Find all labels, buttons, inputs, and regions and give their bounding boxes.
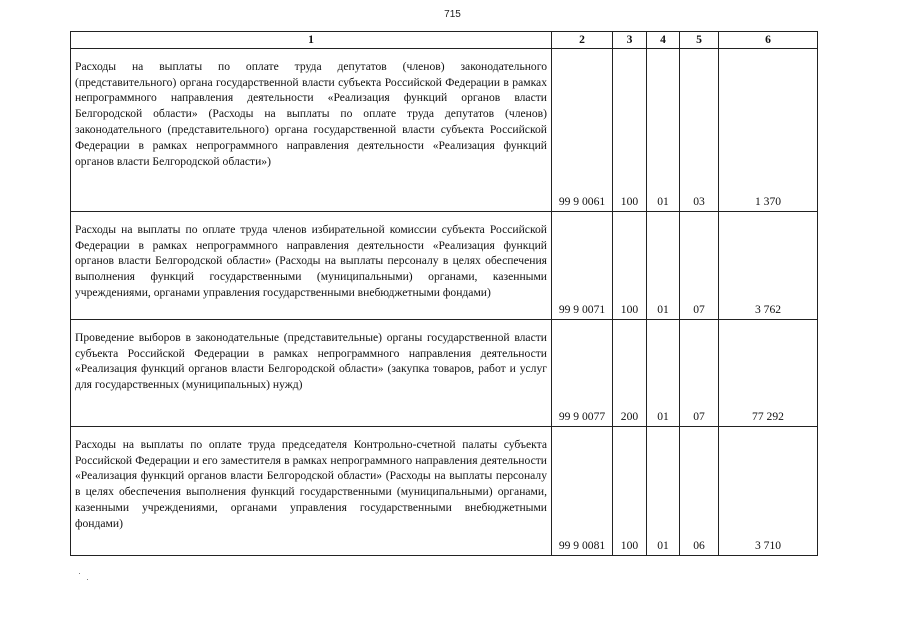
row-target-code: 99 9 0061 [552, 48, 613, 211]
row-amount: 3 762 [719, 211, 818, 319]
table-row [71, 211, 818, 319]
row-expense-type: 100 [613, 48, 647, 211]
table-row [71, 319, 818, 426]
row-subsection: 03 [680, 48, 719, 211]
scan-speck: · [86, 574, 89, 584]
row-expense-type: 100 [613, 211, 647, 319]
column-header: 3 [613, 32, 647, 49]
column-header: 1 [71, 32, 552, 49]
row-description: Расходы на выплаты по оплате труда членов избирательной комиссии субъекта Российской Федерации в рамках непрограммного направления деятельности «Реализация функций органов власти Белгородской области» (Расходы на выплаты персоналу в целях обеспечения выполнения функций государственными (муниципальными) органами, казенными учреждениями, органами управления государственными внебюджетными фондами) [71, 211, 552, 319]
row-section: 01 [647, 48, 680, 211]
row-section: 01 [647, 426, 680, 555]
row-subsection: 07 [680, 319, 719, 426]
row-target-code: 99 9 0081 [552, 426, 613, 555]
row-amount: 3 710 [719, 426, 818, 555]
row-subsection: 07 [680, 211, 719, 319]
scan-speck: · [78, 568, 81, 578]
row-description: Проведение выборов в законодательные (представительные) органы государственной власти субъекта Российской Федерации в рамках непрограммного направления деятельности «Реализация функций органов власти Белгородской области» (закупка товаров, работ и услуг для государственных (муниципальных) нужд) [71, 319, 552, 426]
row-subsection: 06 [680, 426, 719, 555]
row-section: 01 [647, 319, 680, 426]
column-header: 6 [719, 32, 818, 49]
column-header-row [71, 32, 818, 49]
row-description: Расходы на выплаты по оплате труда депутатов (членов) законодательного (представительного) органа государственной власти субъекта Российской Федерации в рамках непрограммного направления деятельности «Реализация функций органов власти Белгородской области» (Расходы на выплаты по оплате труда депутатов (членов) законодательного (представительного) органа государственной власти субъекта Российской Федерации в рамках непрограммного направления деятельности «Реализация функций органов власти Белгородской области») [71, 48, 552, 211]
page-number: 715 [444, 9, 461, 20]
column-header: 2 [552, 32, 613, 49]
row-amount: 77 292 [719, 319, 818, 426]
table-row [71, 48, 818, 211]
row-section: 01 [647, 211, 680, 319]
row-target-code: 99 9 0077 [552, 319, 613, 426]
column-header: 5 [680, 32, 719, 49]
budget-table [70, 31, 818, 556]
row-amount: 1 370 [719, 48, 818, 211]
table-row [71, 426, 818, 555]
row-expense-type: 100 [613, 426, 647, 555]
row-expense-type: 200 [613, 319, 647, 426]
column-header: 4 [647, 32, 680, 49]
row-target-code: 99 9 0071 [552, 211, 613, 319]
row-description: Расходы на выплаты по оплате труда председателя Контрольно-счетной палаты субъекта Российской Федерации и его заместителя в рамках непрограммного направления деятельности «Реализация функций органов власти Белгородской области» (Расходы на выплаты персоналу в целях обеспечения выполнения функций государственными (муниципальными) органами, казенными учреждениями, органами управления государственными внебюджетными фондами) [71, 426, 552, 555]
